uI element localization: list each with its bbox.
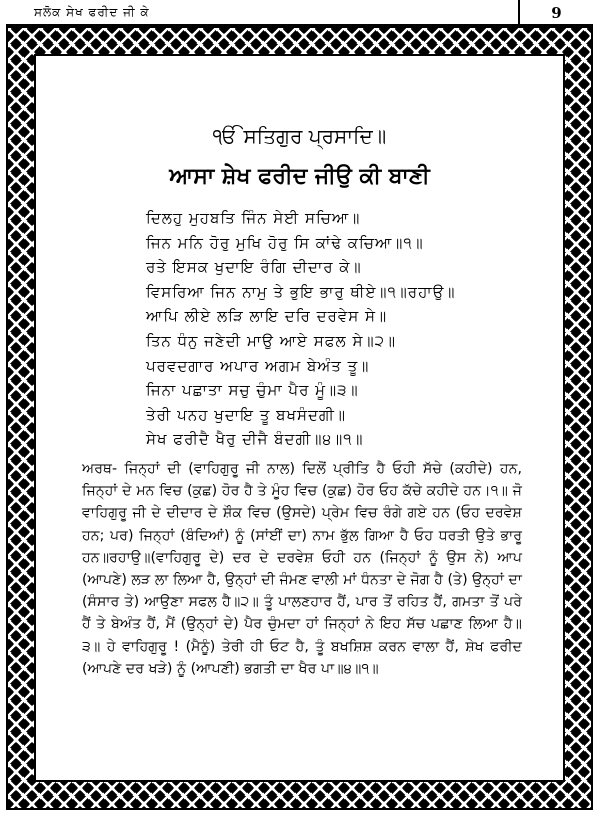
running-header [6,0,593,26]
verse-line: ਤਿਨ ਧੰਨੁ ਜਣੇਦੀ ਮਾਉ ਆਏ ਸਫਲ ਸੇ॥੨॥ [146,331,397,350]
mool-mantar: ੴ ਸਤਿਗੁਰ ਪ੍ਰਸਾਦਿ॥ [212,124,387,148]
meaning-paragraph [82,458,522,680]
header-title: ਸਲੋਕ ਸੇਖ ਫਰੀਦ ਜੀ ਕੇ [34,5,150,19]
verse-line: ਰਤੇ ਇਸਕ ਖੁਦਾਇ ਰੰਗਿ ਦੀਦਾਰ ਕੇ॥ [146,258,362,277]
verse-line: ਵਿਸਰਿਆ ਜਿਨ ਨਾਮੁ ਤੇ ਭੁਇ ਭਾਰੁ ਥੀਏ॥੧॥ਰਹਾਉ॥ [146,282,456,301]
verse-line: ਸੇਖ ਫਰੀਦੈ ਖੈਰੁ ਦੀਜੈ ਬੰਦਗੀ॥੪॥੧॥ [146,430,364,449]
page-number: 9 [551,4,562,22]
shabad-heading: ਆਸਾ ਸ਼ੇਖ ਫਰੀਦ ਜੀਉ ਕੀ ਬਾਣੀ [169,164,430,189]
verse-line: ਆਪਿ ਲੀਏ ਲੜਿ ਲਾਇ ਦਰਿ ਦਰਵੇਸ ਸੇ॥ [146,307,388,326]
verse-line: ਦਿਲਹੁ ਮੁਹਬਤਿ ਜਿੰਨ ਸੇਈ ਸਚਿਆ॥ [146,209,361,227]
verse-block [146,206,456,452]
meaning-text: ਜਿਨ੍ਹਾਂ ਦੀ (ਵਾਹਿਗੁਰੂ ਜੀ ਨਾਲ) ਦਿਲੋਂ ਪ੍ਰੀਤਿ ਹੈ ਓਹੀ ਸੱਚੇ (ਕਹੀਦੇ) ਹਨ, ਜਿਨ੍ਹਾਂ ਦੇ ਮਨ ਵਿਚ (ਕੁਛ) ਹੋਰ ਹੈ ਤੇ ਮੂੰਹ ਵਿਚ (ਕੁਛ) ਹੋਰ ਓਹ ਕੱਚੇ ਕਹੀਦੇ ਹਨ।੧॥ ਜੋ ਵਾਹਿਗੁਰੂ ਜੀ ਦੇ ਦੀਦਾਰ ਦੇ ਸ਼ੌਕ ਵਿਚ (ਉਸਦੇ) ਪ੍ਰੇਮ ਵਿਚ ਰੰਗੇ ਗਏ ਹਨ (ਓਹ ਦਰਵੇਸ਼ ਹਨ; ਪਰ) ਜਿਨ੍ਹਾਂ (ਬੰਦਿਆਂ) ਨੂੰ (ਸਾਂਈਂ ਦਾ) ਨਾਮ ਭੁੱਲ ਗਿਆ ਹੈ ਓਹ ਧਰਤੀ ਉਤੇ ਭਾਰੂ ਹਨ॥ਰਹਾਉ॥(ਵਾਹਿਗੁਰੂ ਦੇ) ਦਰ ਦੇ ਦਰਵੇਸ਼ ਓਹੀ ਹਨ (ਜਿਨ੍ਹਾਂ ਨੂੰ ਉਸ ਨੇ) ਆਪ (ਆਪਣੇ) ਲੜ ਲਾ ਲਿਆ ਹੈ, ਉਨ੍ਹਾਂ ਦੀ ਜੰਮਣ ਵਾਲੀ ਮਾਂ ਧੰਨਤਾ ਦੇ ਜੋਗ ਹੈ (ਤੇ) ਉਨ੍ਹਾਂ ਦਾ (ਸੰਸਾਰ ਤੇ) ਆਉਣਾ ਸਫਲ ਹੈ॥੨॥ ਤੂੰ ਪਾਲਣਹਾਰ ਹੈਂ, ਪਾਰ ਤੋਂ ਰਹਿਤ ਹੈਂ, ਗਮਤਾ ਤੋਂ ਪਰੇ ਹੈਂ ਤੇ ਬੇਅੰਤ ਹੈਂ, ਮੈਂ (ਉਨ੍ਹਾਂ ਦੇ) ਪੈਰ ਚੁੰਮਦਾ ਹਾਂ ਜਿਨ੍ਹਾਂ ਨੇ ਇਹ ਸੱਚ ਪਛਾਣ ਲਿਆ ਹੈ॥੩॥ ਹੇ ਵਾਹਿਗੁਰੂ ! (ਮੈਨੂੰ) ਤੇਰੀ ਹੀ ਓਟ ਹੈ, ਤੂੰ ਬਖਸ਼ਿਸ਼ ਕਰਨ ਵਾਲਾ ਹੈਂ, ਸ਼ੇਖ ਫਰੀਦ (ਆਪਣੇ ਦਰ ਖੜੇ) ਨੂੰ (ਆਪਣੀ) ਭਗਤੀ ਦਾ ਖੈਰ ਪਾ॥੪॥੧॥ [82,461,522,677]
verse-line: ਪਰਵਦਗਾਰ ਅਪਾਰ ਅਗਮ ਬੇਅੰਤ ਤੂ॥ [146,356,370,375]
page-content [36,56,563,780]
meaning-label: ਅਰਥ- [82,461,118,477]
verse-line: ਜਿਨਾ ਪਛਾਤਾ ਸਚੁ ਚੁੰਮਾ ਪੈਰ ਮੂੰ॥੩॥ [146,381,359,400]
verse-line: ਤੇਰੀ ਪਨਹ ਖੁਦਾਇ ਤੂ ਬਖਸੰਦਗੀ॥ [146,405,346,424]
verse-line: ਜਿਨ ਮਨਿ ਹੋਰੁ ਮੁਖਿ ਹੋਰੁ ਸਿ ਕਾਂਢੇ ਕਚਿਆ॥੧॥ [146,233,424,252]
